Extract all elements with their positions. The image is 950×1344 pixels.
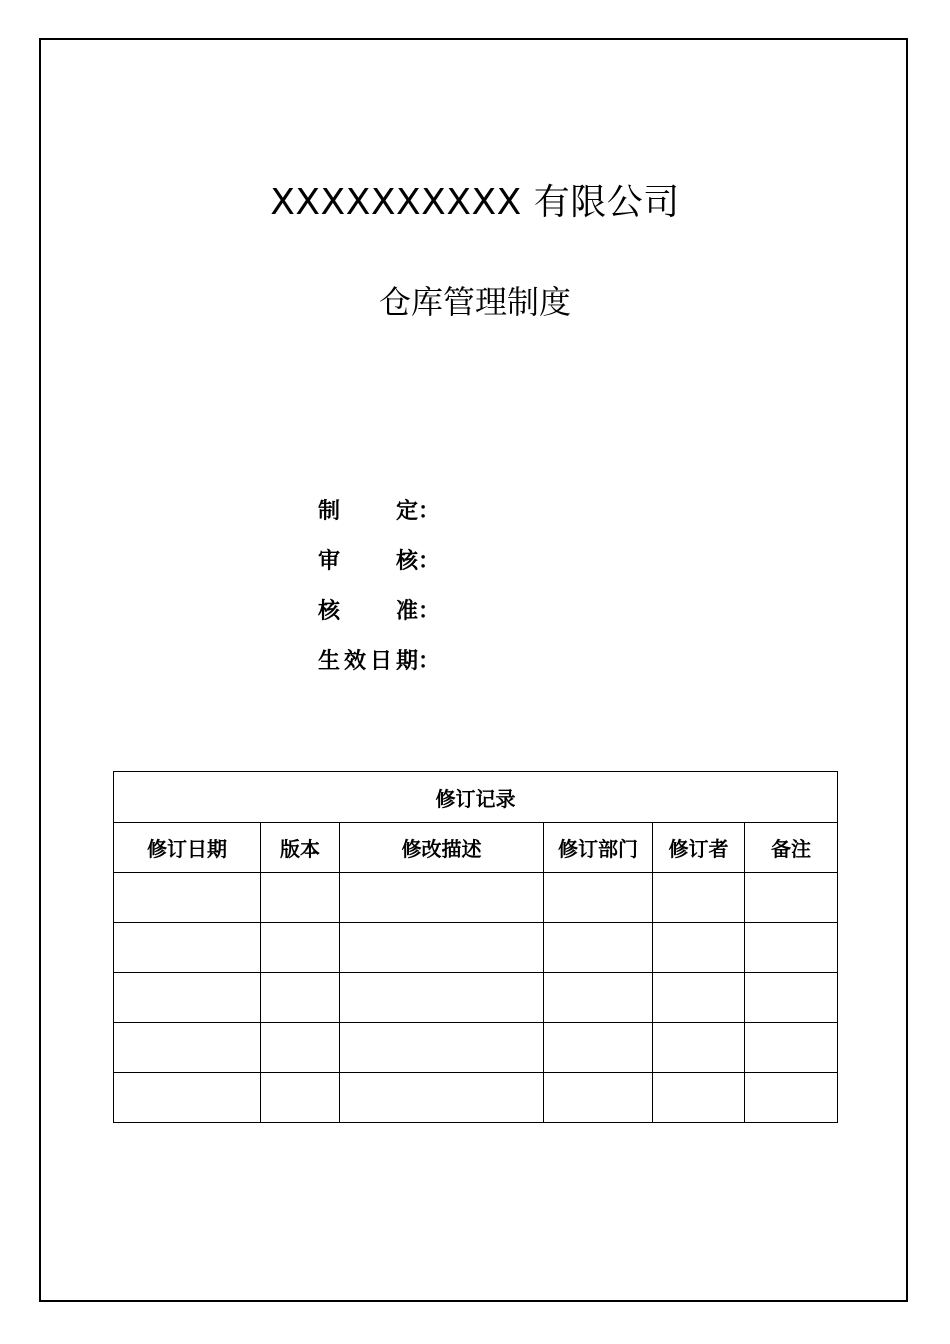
signoff-colon: ：	[418, 548, 441, 574]
table-header-row	[114, 823, 838, 873]
signoff-label: 生效日期	[318, 648, 418, 674]
table-cell[interactable]	[340, 1073, 544, 1123]
company-name: XXXXXXXXXX 有限公司	[270, 182, 680, 223]
table-row	[114, 1023, 838, 1073]
table-cell[interactable]	[544, 973, 653, 1023]
signoff-label: 审 核	[318, 548, 418, 574]
table-cell[interactable]	[114, 1073, 261, 1123]
table-cell[interactable]	[653, 1073, 745, 1123]
table-row	[114, 923, 838, 973]
table-cell[interactable]	[745, 1073, 838, 1123]
table-cell[interactable]	[544, 1023, 653, 1073]
table-row	[114, 1073, 838, 1123]
revision-record-table	[113, 771, 838, 1123]
table-cell[interactable]	[261, 1023, 340, 1073]
table-cell[interactable]	[745, 1023, 838, 1073]
table-cell[interactable]	[544, 873, 653, 923]
signoff-colon: ：	[418, 498, 441, 524]
table-cell[interactable]	[653, 873, 745, 923]
column-header: 修改描述	[340, 823, 544, 873]
table-cell[interactable]	[340, 873, 544, 923]
signoff-row-reviewed	[318, 534, 644, 584]
table-cell[interactable]	[653, 923, 745, 973]
table-cell[interactable]	[340, 973, 544, 1023]
table-cell[interactable]	[261, 923, 340, 973]
table-cell[interactable]	[261, 1073, 340, 1123]
table-cell[interactable]	[261, 973, 340, 1023]
table-cell[interactable]	[114, 873, 261, 923]
signoff-colon: ：	[418, 598, 441, 624]
document-title: 仓库管理制度	[378, 283, 571, 321]
signoff-label: 制 定	[318, 498, 418, 524]
column-header: 版本	[261, 823, 340, 873]
table-cell[interactable]	[114, 1023, 261, 1073]
signoff-row-approved	[318, 584, 644, 634]
table-cell[interactable]	[544, 1073, 653, 1123]
signoff-colon: ：	[418, 648, 441, 674]
table-cell[interactable]	[261, 873, 340, 923]
column-header: 修订部门	[544, 823, 653, 873]
signoff-label: 核 准	[318, 598, 418, 624]
table-cell[interactable]	[114, 923, 261, 973]
table-cell[interactable]	[745, 923, 838, 973]
table-title: 修订记录	[114, 772, 838, 823]
column-header: 修订日期	[114, 823, 261, 873]
table-cell[interactable]	[114, 973, 261, 1023]
column-header: 修订者	[653, 823, 745, 873]
table-cell[interactable]	[745, 873, 838, 923]
signoff-row-prepared	[318, 484, 644, 534]
table-cell[interactable]	[544, 923, 653, 973]
table-cell[interactable]	[340, 1023, 544, 1073]
signoff-block	[318, 484, 644, 684]
table-row	[114, 873, 838, 923]
signoff-row-effective-date	[318, 634, 644, 684]
table-cell[interactable]	[745, 973, 838, 1023]
table-cell[interactable]	[653, 973, 745, 1023]
table-cell[interactable]	[653, 1023, 745, 1073]
table-row	[114, 973, 838, 1023]
table-cell[interactable]	[340, 923, 544, 973]
column-header: 备注	[745, 823, 838, 873]
